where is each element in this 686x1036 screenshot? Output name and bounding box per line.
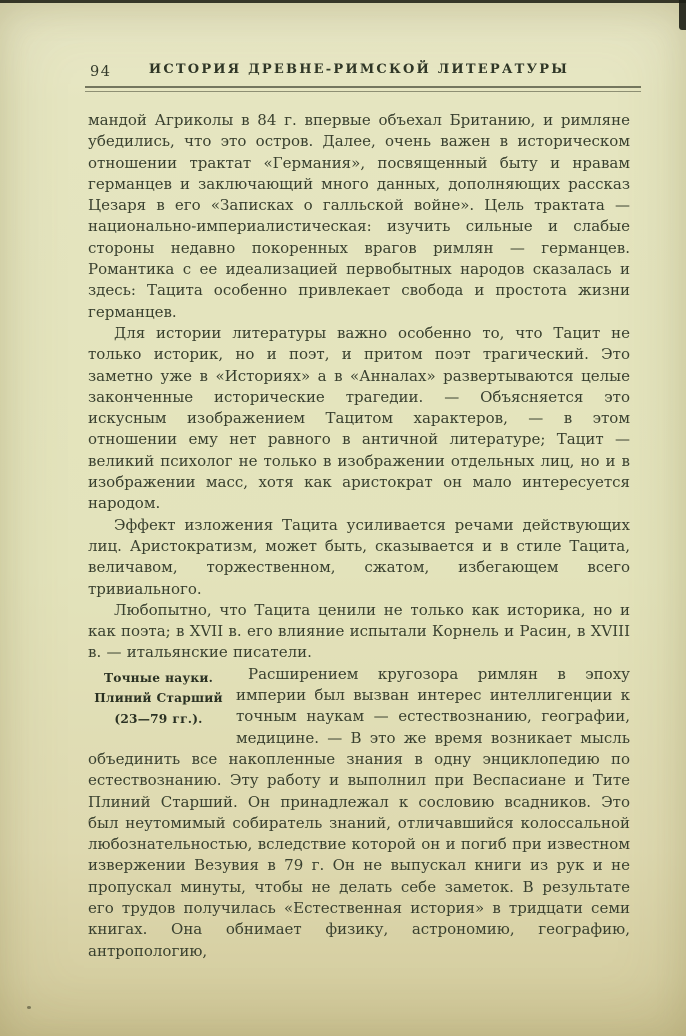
running-header-title: ИСТОРИЯ ДРЕВНЕ-РИМСКОЙ ЛИТЕРАТУРЫ	[148, 62, 570, 77]
paper-speck	[27, 1006, 31, 1009]
paragraph-pliny-elder: Расширением кругозора римлян в эпоху империи был вызван интерес интеллигенции к точным наукам — естествознанию, географии, медицине. — В это же время возникает мысль объединить все накопленные знания в одну энциклопедию по естествознанию. Эту работу и выполнил при Веспасиане и Тите Плиний Старший. Он принадлежал к сословию всадников. Это был неутомимый собиратель знаний, отличавшийся колоссальной любознательностью, вследствие которой он и погиб при известном извержении Везувия в 79 г. Он не выпускал книги из рук и не пропускал минуты, чтобы не делать себе заметок. В результате его трудов получилась «Естественная история» в тридцати семи книгах. Она обнимает физику, астрономию, географию, антропологию,	[88, 664, 630, 960]
paragraph-agricola-germania: мандой Агриколы в 84 г. впервые объехал Британию, и римляне убедились, что это остров. Далее, очень важен в историческом отношении трактат «Германия», посвященный быту и нравам германцев и заключающий много данных, дополняющих рассказ Цезаря в его «Записках о галльской войне». Цель трактата — национально-империалистическая: изучить сильные и слабые стороны недавно покоренных врагов римлян — германцев. Романтика с ее идеализацией первобытных народов сказалась и здесь: Тацита особенно привлекает свобода и простота жизни германцев.	[88, 111, 630, 321]
running-header	[88, 62, 630, 80]
margin-note	[88, 664, 229, 728]
margin-note-line-2: Плиний Старший	[94, 691, 223, 706]
page-number: 94	[90, 64, 112, 80]
page-body	[88, 110, 630, 962]
paragraph-tacitus-style: Эффект изложения Тацита усиливается речами действующих лиц. Аристократизм, может быть, сказывается и в стиле Тацита, величавом, торжественном, сжатом, избегающем всего тривиального.	[88, 515, 630, 598]
header-double-rule	[85, 86, 641, 92]
paragraph-block-pliny	[88, 664, 630, 962]
scan-mark-top-right	[679, 0, 686, 30]
margin-note-line-1: Точные науки.	[103, 670, 214, 685]
margin-note-line-3: (23—79 гг.).	[114, 711, 203, 726]
scan-edge-top	[0, 0, 686, 3]
paragraph-tacitus-influence: Любопытно, что Тацита ценили не только как историка, но и как поэта; в XVII в. его влияние испытали Корнель и Расин, в XVIII в. — итальянские писатели.	[88, 600, 630, 662]
paragraph-tacitus-poet: Для истории литературы важно особенно то, что Тацит не только историк, но и поэт, и притом поэт трагический. Это заметно уже в «Историях» а в «Анналах» развертываются целые законченные исторические трагедии. — Объясняется это искусным изображением Тацитом характеров, — в этом отношении ему нет равного в античной литературе; Тацит — великий психолог не только в изображении отдельных лиц, но и в изображении масс, хотя как аристократ он мало интересуется народом.	[88, 323, 630, 513]
